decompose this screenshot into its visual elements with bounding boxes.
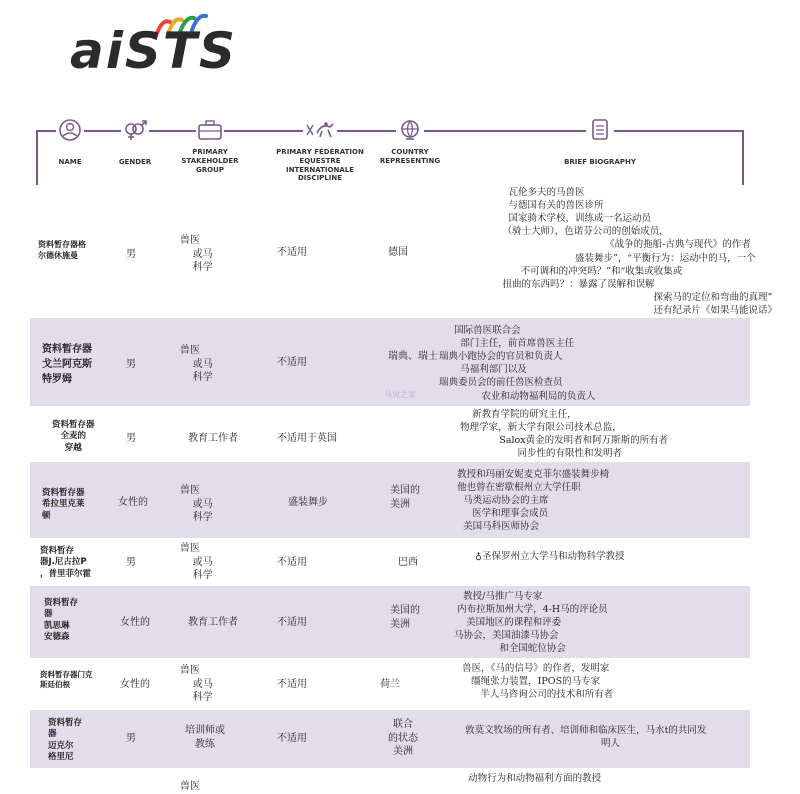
header-country: COUNTRY REPRESENTING xyxy=(375,116,445,166)
header-gender: GENDER xyxy=(110,116,160,167)
table-row: 资料暂存器格 尔德休施曼 男 兽医 或马 科学 不适用 德国 瓦伦多夫的马兽医 与德国有关的兽医诊所 国家骑术学校，训练成一名运动员 （骑士大师），色诺芬公司的创始成员， 《战争的拖船-古典与现代》的作者 盛装舞步”，“平衡行为：运动中的马，一个 不可调和的冲突吗？”和“收集或收集或 扭曲的东西吗？：暴露了误解和误解 探索马的定位和弯曲的真理” 还有纪录片《如果马能说话》 xyxy=(38,187,777,316)
horse-jump-icon xyxy=(303,116,337,144)
person-icon xyxy=(56,116,84,144)
globe-icon xyxy=(396,116,424,144)
briefcase-icon xyxy=(196,116,224,144)
aists-logo xyxy=(70,12,238,82)
header-name: NAME xyxy=(45,116,95,167)
table-row: 资料暂存器 希拉里克莱 顿 女性的 兽医 或马 科学 盛装舞步 美国的 美洲 教授和玛丽安妮麦克菲尔盛装舞步椅 他也曾在密歇根州立大学任职 马类运动协会的主席 医学和理事会成员 美国马科医师协会 xyxy=(30,462,750,538)
table-row: 资料暂存器门克 斯廷伯根 女性的 兽医 或马 科学 不适用 荷兰 兽医，《马的信号》的作者，发明家 缰绳张力装置，IPOS的马专家 半人马咨询公司的技术和所有者 xyxy=(40,663,614,703)
table-row: 资料暂存 器 凯思琳 安德森 女性的 教育工作者 不适用 美国的 美洲 教授/马推广马专家 内布拉斯加州大学，4-H马的评论员 美国地区的课程和评委 马协会，美国油漆马协会 和全国蛇位协会 xyxy=(30,586,750,658)
table-row: 兽医 动物行为和动物福利方面的教授 xyxy=(180,773,602,792)
table-row: 资料暂存器 全麦的 穿越 男 教育工作者 不适用于英国 新教育学院的研究主任， 物理学家，新大学有限公司技术总监， Salox黄金的发明者和阿万斯斯的所有者 同步性的有限性和发明者 xyxy=(52,409,669,460)
document-icon xyxy=(586,116,614,144)
gender-icon xyxy=(121,116,149,144)
table-row: 资料暂存 器 迈克尔 格里尼 男 培训师或 教练 不适用 联合 的状态 美洲 敦莫文牧场的所有者、培训师和临床医生，马水t的共同发 明人 xyxy=(30,710,750,768)
watermark: 马说之家 xyxy=(384,390,416,399)
header-stakeholder: PRIMARY STAKEHOLDER GROUP xyxy=(170,116,250,174)
header-discipline: PRIMARY FÉDÉRATION EQUESTRE INTERNATIONALE DISCIPLINE xyxy=(265,116,375,183)
table-row: 资料暂存器 戈兰阿克斯 特罗姆 男 兽医 或马 科学 不适用 瑞典、瑞士 国际兽医联合会 部门主任，前首席兽医主任 瑞典小跑协会的官员和负责人 马福利部门以及 瑞典委员会的前任兽医检查员 农业和动物福利局的负责人 xyxy=(30,318,750,406)
header-biography: BRIEF BIOGRAPHY xyxy=(560,116,640,167)
table-row: 资料暂存 器J.尼古拉P ，普里菲尔霍 男 兽医 或马 科学 不适用 巴西 ♁圣保罗州立大学马和动物科学教授 xyxy=(40,543,625,581)
logo-text: aiSTS xyxy=(70,22,238,80)
table-header xyxy=(30,110,750,190)
